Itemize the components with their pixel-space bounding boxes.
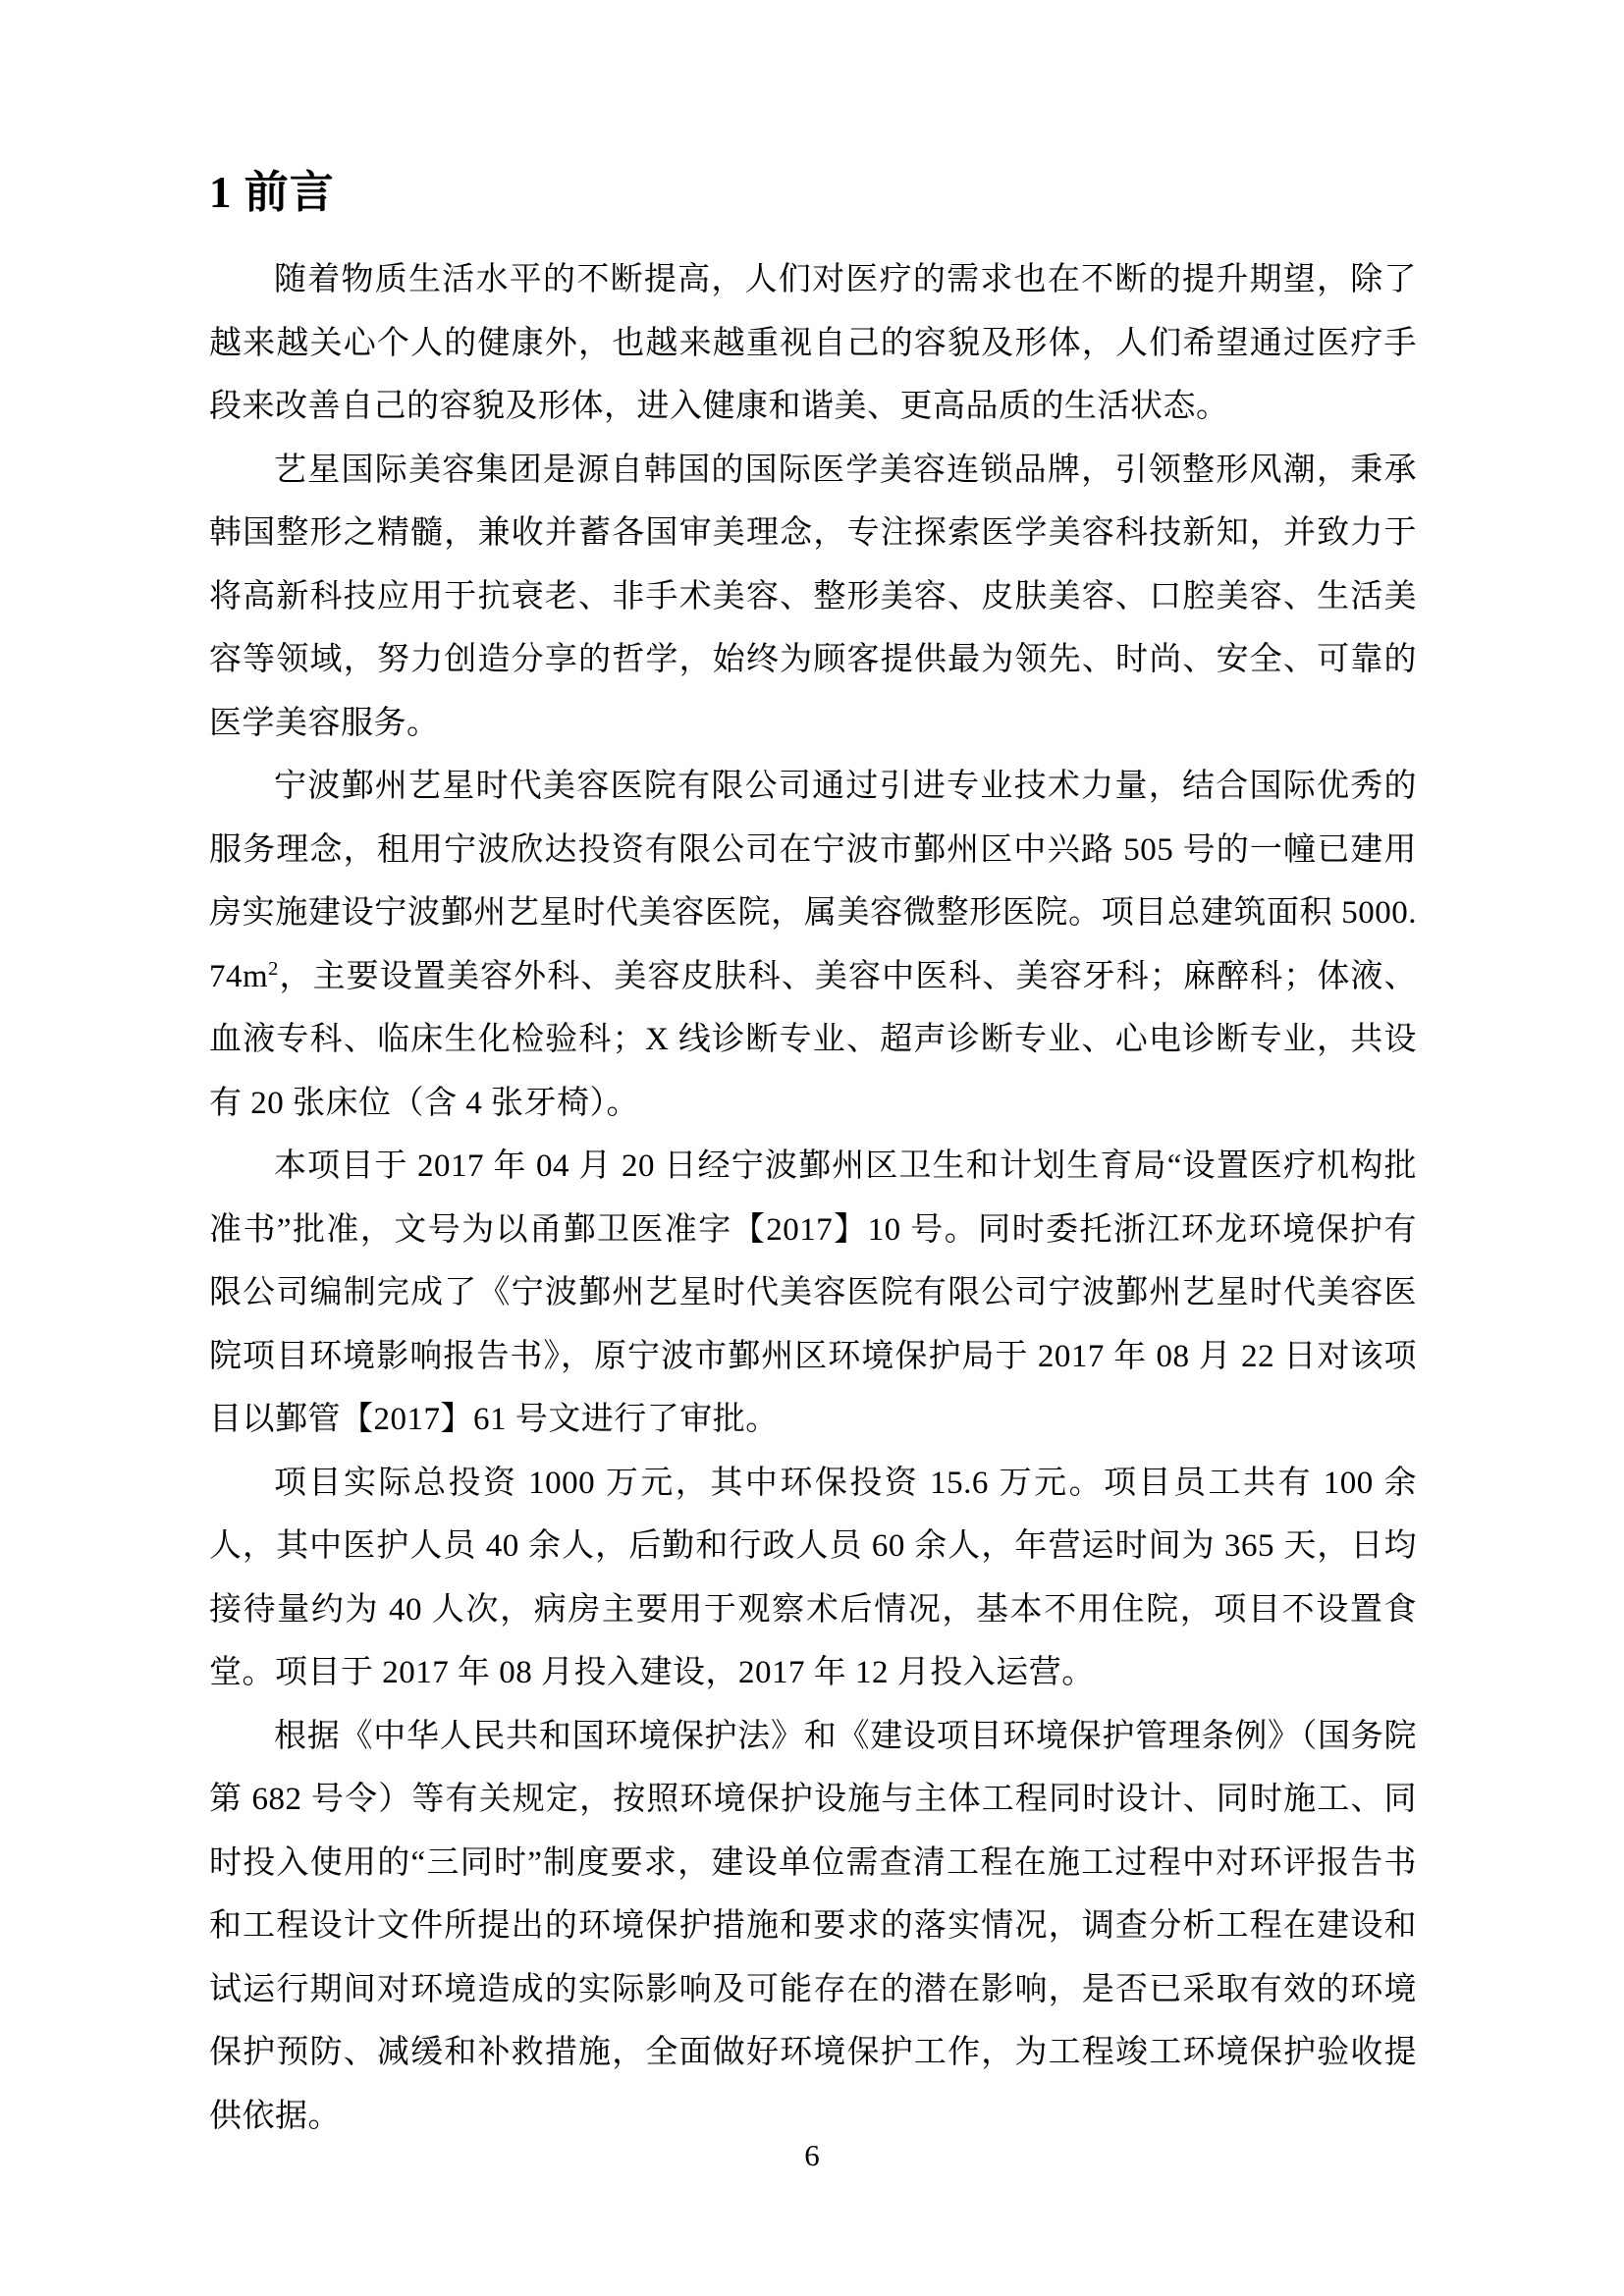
paragraph-regulations: 根据《中华人民共和国环境保护法》和《建设项目环境保护管理条例》（国务院第 682 号令）等有关规定，按照环境保护设施与主体工程同时设计、同时施工、同时投入使用的“三同时”制度要求，建设单位需查清工程在施工过程中对环评报告书和工程设计文件所提出的环境保护措施和要求的落实情况，调查分析工程在建设和试运行期间对环境造成的实际影响及可能存在的潜在影响，是否已采取有效的环境保护预防、减缓和补救措施，全面做好环境保护工作，为工程竣工环境保护验收提供依据。 [209, 1718, 1417, 2134]
paragraph-approval: 本项目于 2017 年 04 月 20 日经宁波鄞州区卫生和计划生育局“设置医疗机构批准书”批准，文号为以甬鄞卫医准字【2017】10 号。同时委托浙江环龙环境保护有限公司编制完成了《宁波鄞州艺星时代美容医院有限公司宁波鄞州艺星时代美容医院项目环境影响报告书》，原宁波市鄞州区环境保护局于 2017 年 08 月 22 日对该项目以鄞管【2017】61 号文进行了审批。 [209, 1148, 1418, 1437]
square-meter-superscript: 2 [268, 957, 279, 980]
paragraph-intro: 随着物质生活水平的不断提高，人们对医疗的需求也在不断的提升期望，除了越来越关心个人的健康外，也越来越重视自己的容貌及形体，人们希望通过医疗手段来改善自己的容貌及形体，进入健康和谐美、更高品质的生活状态。 [209, 262, 1417, 424]
page-number: 6 [804, 2138, 820, 2172]
paragraph-project-overview [209, 755, 1417, 1135]
document-content [209, 163, 1417, 2148]
paragraph-investment: 项目实际总投资 1000 万元，其中环保投资 15.6 万元。项目员工共有 100 余人，其中医护人员 40 余人，后勤和行政人员 60 余人，年营运时间为 365 天，日均接待量约为 40 人次，病房主要用于观察术后情况，基本不用住院，项目不设置食堂。项目于 2017 年 08 月投入建设，2017 年 12 月投入运营。 [209, 1465, 1418, 1690]
project-overview-text-before-superscript: 宁波鄞州艺星时代美容医院有限公司通过引进专业技术力量，结合国际优秀的服务理念，租用宁波欣达投资有限公司在宁波市鄞州区中兴路 505 号的一幢已建用房实施建设宁波鄞州艺星时代美容医院，属美容微整形医院。项目总建筑面积 5000.74m [209, 769, 1417, 994]
paragraph-brand: 艺星国际美容集团是源自韩国的国际医学美容连锁品牌，引领整形风潮，秉承韩国整形之精髓，兼收并蓄各国审美理念，专注探索医学美容科技新知，并致力于将高新科技应用于抗衰老、非手术美容、整形美容、皮肤美容、口腔美容、生活美容等领域，努力创造分享的哲学，始终为顾客提供最为领先、时尚、安全、可靠的医学美容服务。 [209, 452, 1417, 741]
project-overview-text-after-superscript: ，主要设置美容外科、美容皮肤科、美容中医科、美容牙科；麻醉科；体液、血液专科、临床生化检验科；X 线诊断专业、超声诊断专业、心电诊断专业，共设有 20 张床位（含 4 张牙椅）。 [209, 958, 1417, 1121]
section-heading: 1 前言 [209, 168, 335, 217]
